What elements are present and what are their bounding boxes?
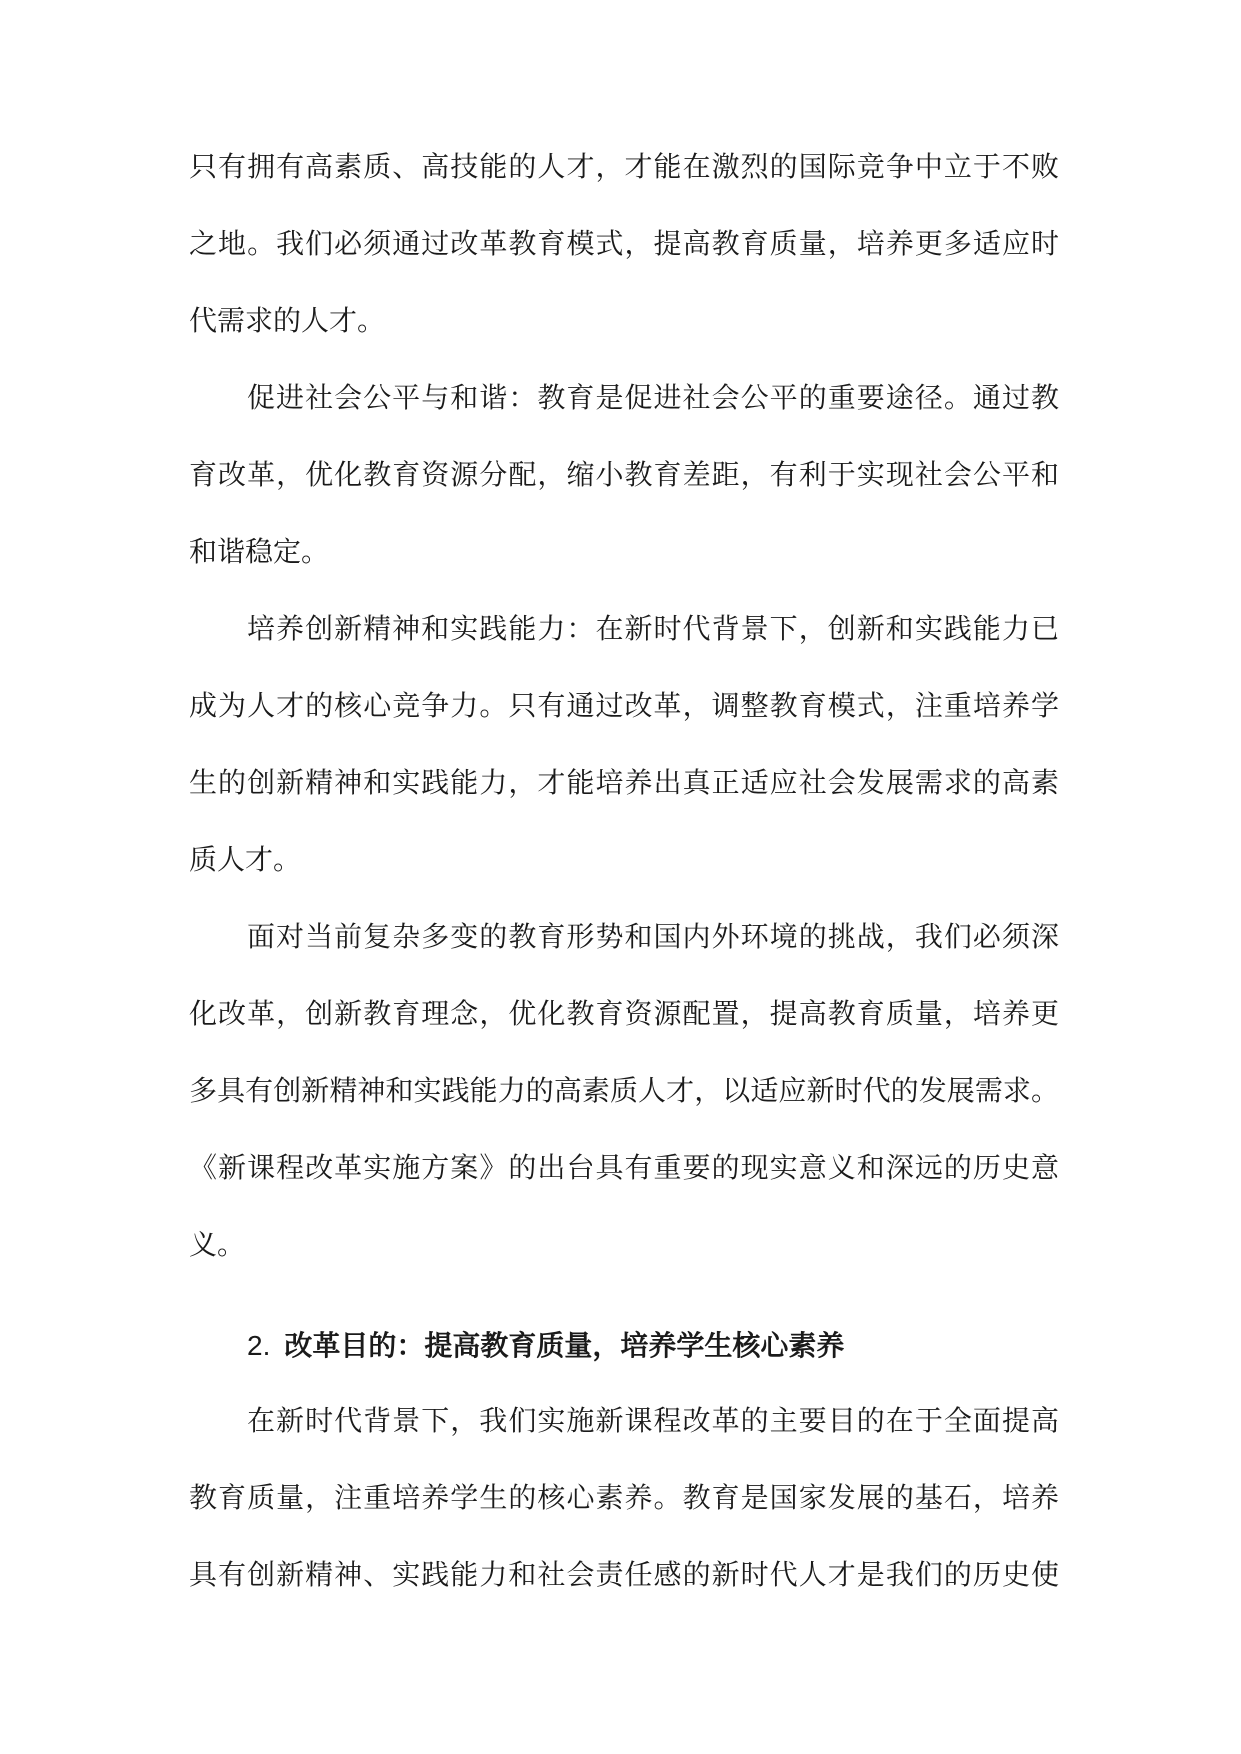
text-line: 育改革，优化教育资源分配，缩小教育差距，有利于实现社会公平和: [189, 458, 1059, 491]
text-line: 义。: [189, 1228, 246, 1261]
text-line: 面对当前复杂多变的教育形势和国内外环境的挑战，我们必须深: [247, 920, 1059, 953]
text-line: 和谐稳定。: [189, 535, 330, 568]
text-line: 只有拥有高素质、高技能的人才，才能在激烈的国际竞争中立于不败: [189, 150, 1059, 183]
paragraph: [189, 359, 1059, 590]
text-line: 代需求的人才。: [189, 304, 386, 337]
section-spacer: [189, 1283, 1059, 1310]
paragraph: [189, 898, 1059, 1283]
section-heading: [189, 1310, 1059, 1382]
text-line: 培养创新精神和实践能力：在新时代背景下，创新和实践能力已: [247, 612, 1059, 645]
text-line: 生的创新精神和实践能力，才能培养出真正适应社会发展需求的高素: [189, 766, 1059, 799]
text-line: 在新时代背景下，我们实施新课程改革的主要目的在于全面提高: [247, 1404, 1059, 1437]
section-title: 改革目的：提高教育质量，培养学生核心素养: [284, 1329, 845, 1362]
text-line: 具有创新精神、实践能力和社会责任感的新时代人才是我们的历史使: [189, 1558, 1059, 1591]
text-line: 化改革，创新教育理念，优化教育资源配置，提高教育质量，培养更: [189, 997, 1059, 1030]
document-page: [189, 128, 1059, 1613]
text-line: 促进社会公平与和谐：教育是促进社会公平的重要途径。通过教: [247, 381, 1059, 414]
text-line: 《新课程改革实施方案》的出台具有重要的现实意义和深远的历史意: [189, 1151, 1059, 1184]
text-line: 之地。我们必须通过改革教育模式，提高教育质量，培养更多适应时: [189, 227, 1059, 260]
text-line: 教育质量，注重培养学生的核心素养。教育是国家发展的基石，培养: [189, 1481, 1059, 1514]
paragraph: [189, 128, 1059, 359]
text-line: 质人才。: [189, 843, 302, 876]
text-line: 多具有创新精神和实践能力的高素质人才，以适应新时代的发展需求。: [189, 1074, 1059, 1107]
paragraph: [189, 590, 1059, 898]
paragraph: [189, 1382, 1059, 1613]
text-line: 成为人才的核心竞争力。只有通过改革，调整教育模式，注重培养学: [189, 689, 1059, 722]
section-number: 2.: [247, 1330, 271, 1361]
